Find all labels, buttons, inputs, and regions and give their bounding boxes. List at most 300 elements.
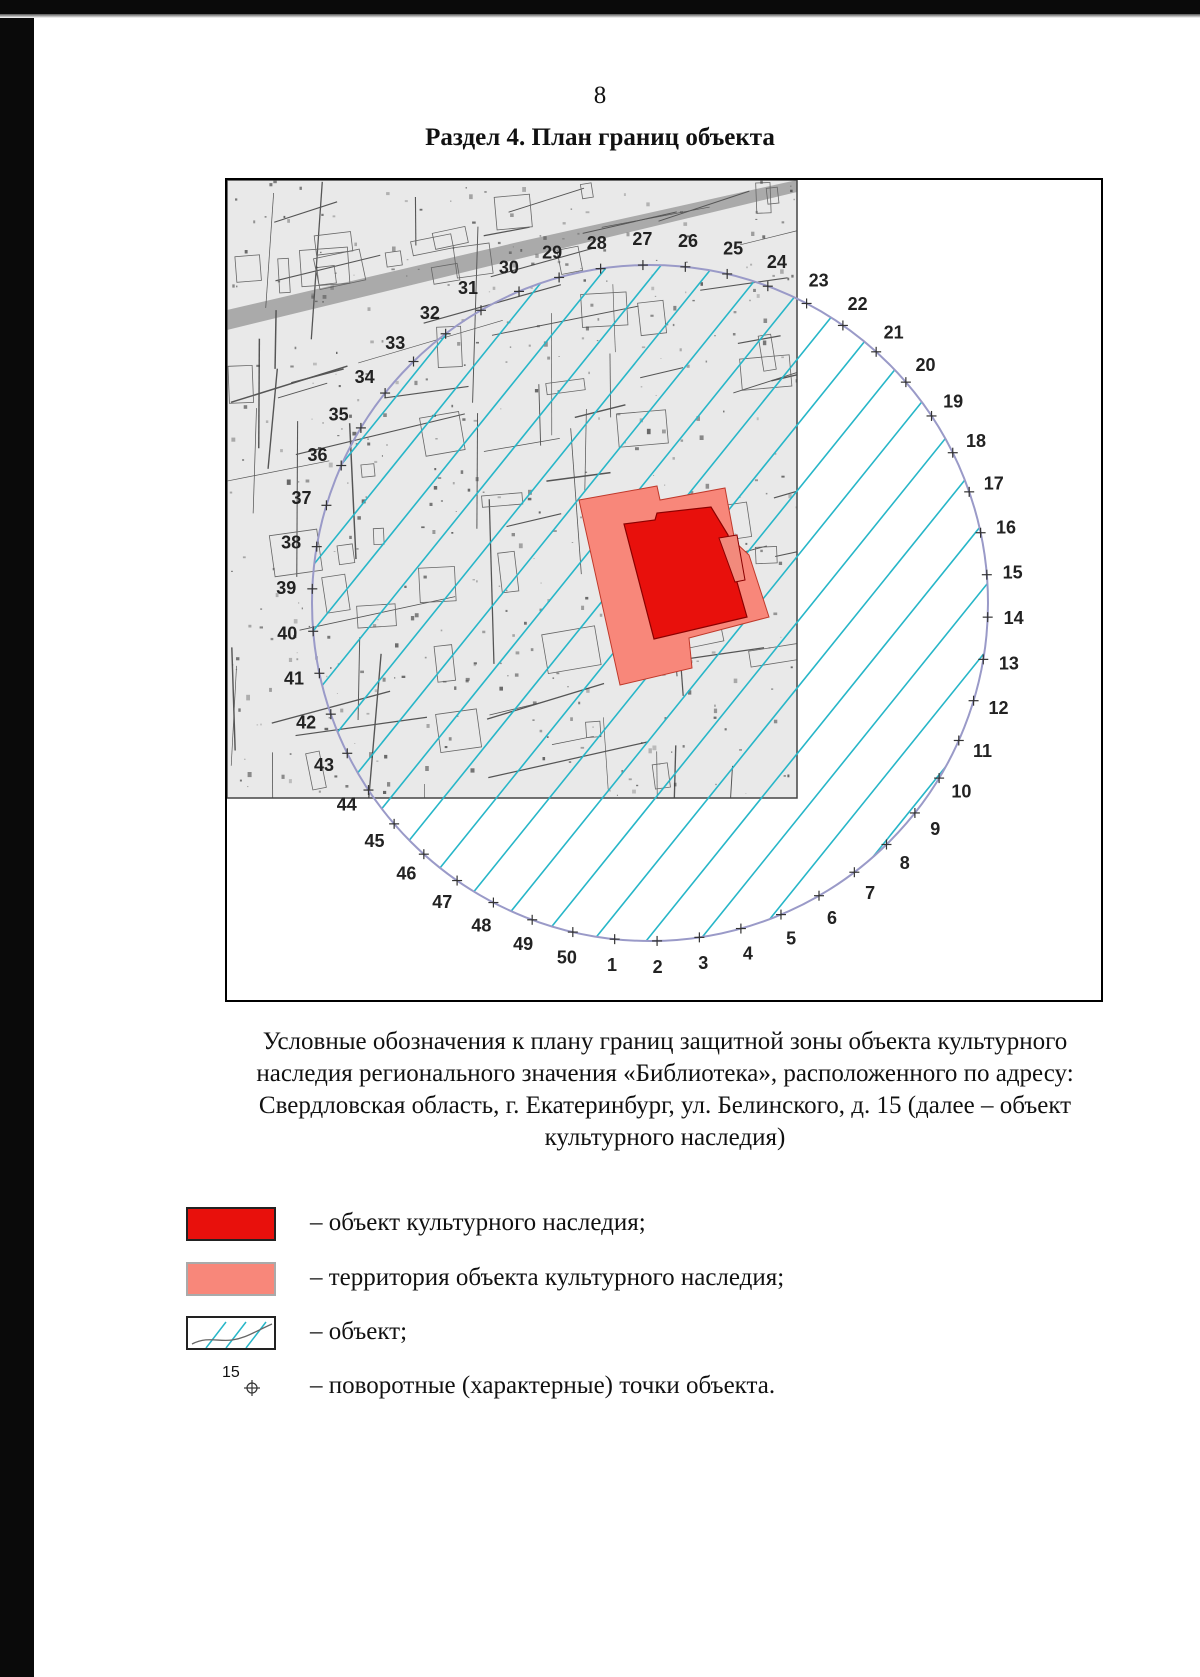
scan-speck [330, 285, 334, 290]
scan-speck [781, 476, 784, 478]
scan-speck [326, 676, 327, 677]
scan-speck [341, 428, 342, 430]
scan-speck [581, 606, 584, 610]
scan-speck [438, 477, 441, 479]
turning-point-label: 24 [766, 251, 787, 272]
scan-speck [635, 447, 639, 450]
scan-speck [405, 200, 408, 202]
turning-point-label: 27 [632, 229, 653, 250]
scan-speck [345, 785, 348, 788]
scan-speck [336, 352, 338, 354]
scan-speck [569, 761, 571, 763]
scan-speck [334, 551, 336, 552]
scan-speck [535, 389, 538, 392]
scan-speck [448, 284, 450, 285]
legend-item-heritage-object [186, 1207, 1086, 1247]
boundary-plan-map [225, 178, 1103, 1002]
scan-speck [537, 325, 540, 327]
scan-speck [757, 294, 760, 298]
scan-speck [319, 791, 321, 793]
scan-speck [780, 637, 781, 638]
scan-speck [664, 485, 665, 486]
scan-speck [476, 477, 479, 481]
scan-speck [462, 418, 465, 421]
scan-speck [386, 192, 390, 195]
scan-speck [659, 764, 660, 765]
scan-speck [755, 219, 757, 220]
scan-speck [764, 319, 768, 324]
scan-speck [287, 219, 290, 223]
turning-point-label: 35 [328, 404, 349, 425]
scan-speck [240, 780, 242, 782]
scan-speck [597, 340, 599, 341]
scan-speck [236, 669, 237, 670]
scan-edge-left [0, 0, 34, 1677]
turning-point [881, 839, 909, 873]
scan-speck [590, 304, 593, 307]
turning-point-label: 5 [786, 928, 797, 949]
scan-speck [340, 709, 343, 713]
scan-speck [629, 778, 632, 780]
scan-speck [712, 651, 716, 653]
scan-speck [646, 202, 649, 206]
scan-speck [674, 783, 677, 787]
scan-speck [246, 695, 250, 701]
scan-speck [265, 216, 267, 218]
legend-item-heritage-territory [186, 1262, 1086, 1302]
scan-speck [367, 713, 370, 715]
turning-point-label: 18 [965, 431, 987, 452]
turning-point-label: 41 [283, 668, 305, 689]
scan-speck [441, 630, 443, 632]
scan-speck [559, 356, 560, 357]
scan-speck [360, 671, 364, 674]
scan-speck [681, 440, 684, 442]
turning-point-label: 34 [354, 366, 375, 387]
scan-speck [357, 516, 361, 520]
scan-speck [432, 530, 435, 534]
scan-speck [435, 438, 437, 440]
scan-speck [337, 435, 339, 436]
turning-point-label: 49 [513, 934, 534, 955]
scan-speck [426, 378, 428, 380]
scan-speck [347, 483, 348, 484]
scan-speck [284, 216, 286, 218]
scan-speck [606, 280, 607, 282]
scan-speck [232, 664, 233, 666]
scan-speck [266, 420, 268, 423]
scan-speck [563, 222, 566, 224]
scan-speck [383, 678, 386, 682]
turning-point [652, 936, 663, 977]
parcel-line [477, 413, 478, 529]
scan-speck [673, 306, 676, 311]
legend-item-turning-point [186, 1364, 1086, 1410]
scan-speck [257, 724, 259, 725]
hatch-line [958, 180, 1103, 1002]
scan-speck [231, 571, 233, 572]
turning-point-label: 48 [471, 915, 492, 936]
scan-speck [683, 745, 685, 748]
scan-speck [642, 346, 645, 348]
scan-speck [498, 242, 501, 244]
scan-speck [520, 249, 522, 252]
scan-speck [248, 772, 252, 777]
caption-line-3: Свердловская область, г. Екатеринбург, ул. Белинского, д. 15 (далее – объект [258, 1092, 1072, 1119]
legend-label: – поворотные (характерные) точки объекта. [310, 1372, 776, 1399]
scan-speck [580, 268, 582, 269]
scan-speck [367, 443, 370, 446]
scan-speck [450, 200, 451, 202]
scan-speck [553, 677, 555, 679]
scan-speck [547, 736, 549, 738]
scan-speck [680, 348, 682, 351]
scan-speck [425, 657, 427, 659]
scan-speck [260, 724, 261, 726]
scan-speck [476, 580, 477, 582]
turning-point-label: 47 [432, 891, 453, 912]
hatch-line [905, 180, 1103, 1002]
scan-speck [757, 417, 759, 420]
scan-speck [253, 220, 255, 223]
scan-speck [383, 791, 386, 794]
turning-point-label: 22 [847, 294, 868, 315]
scan-speck [392, 247, 396, 252]
scan-speck [473, 579, 476, 580]
scan-speck [697, 661, 699, 662]
scan-speck [577, 233, 579, 235]
scan-speck [794, 199, 795, 200]
scan-speck [671, 752, 672, 753]
scan-speck [586, 211, 590, 213]
turning-point-label: 42 [296, 712, 317, 733]
scan-speck [734, 311, 737, 313]
scan-speck [411, 616, 414, 620]
scan-speck [571, 209, 573, 210]
scan-speck [660, 358, 661, 359]
scan-speck [456, 511, 457, 512]
scan-speck [335, 374, 336, 375]
scan-speck [753, 289, 756, 292]
scan-speck [406, 275, 407, 276]
scan-speck [562, 238, 564, 239]
scan-speck [366, 497, 367, 498]
scan-speck [532, 719, 534, 721]
scan-speck [256, 365, 260, 367]
scan-speck [509, 251, 512, 254]
scan-speck [349, 536, 352, 539]
scan-speck [586, 688, 589, 693]
cadastral-basemap [227, 180, 870, 938]
scan-speck [543, 236, 546, 240]
scan-speck [349, 415, 352, 418]
turning-point [364, 819, 399, 851]
scan-speck [452, 248, 454, 249]
scan-speck [238, 708, 240, 711]
scan-speck [449, 737, 452, 740]
scan-speck [773, 613, 777, 616]
scan-speck [370, 341, 374, 344]
scan-speck [586, 327, 589, 331]
legend-point-number: 15 [222, 1364, 240, 1381]
turning-point-label: 40 [277, 623, 298, 644]
scan-speck [529, 345, 531, 347]
scan-speck [745, 793, 746, 794]
scan-speck [506, 590, 507, 591]
scan-speck [476, 342, 479, 344]
scan-speck [540, 730, 543, 733]
turning-point-label: 37 [291, 487, 312, 508]
scan-speck [593, 727, 594, 728]
scan-speck [779, 562, 782, 565]
legend-item-object [186, 1316, 1086, 1356]
scan-speck [760, 550, 763, 552]
scan-speck [787, 278, 789, 281]
scan-speck [322, 301, 323, 303]
turning-point-label: 30 [498, 257, 519, 278]
turning-point-label: 46 [396, 863, 417, 884]
scan-speck [329, 717, 331, 719]
scan-speck [584, 279, 587, 281]
scan-speck [383, 413, 387, 417]
scan-speck [273, 568, 275, 570]
scan-speck [289, 779, 292, 783]
hatch-line [852, 180, 1103, 1002]
scan-speck [329, 463, 333, 468]
turning-point-label: 11 [972, 741, 993, 762]
scan-speck [510, 213, 514, 217]
scan-speck [382, 455, 383, 456]
turning-point-label: 33 [385, 332, 406, 353]
scan-speck [311, 296, 314, 300]
scan-speck [320, 252, 321, 253]
scan-speck [313, 363, 317, 366]
scan-speck [407, 259, 409, 260]
page-number: 8 [593, 82, 607, 109]
turning-point-label: 38 [281, 532, 302, 553]
scan-speck [651, 287, 654, 291]
scan-speck [653, 475, 654, 476]
scan-speck [507, 675, 508, 676]
scan-speck [714, 705, 716, 707]
scan-speck [271, 638, 274, 640]
scan-speck [269, 688, 272, 692]
caption-line-1: Условные обозначения к плану границ защитной зоны объекта культурного [262, 1028, 1068, 1055]
scan-speck [745, 543, 747, 545]
turning-point [910, 808, 940, 839]
scan-speck [420, 209, 423, 211]
scan-speck [386, 445, 388, 446]
scan-speck [466, 680, 469, 683]
scan-speck [325, 728, 329, 730]
scan-speck [781, 357, 784, 359]
scan-speck [790, 186, 791, 187]
scan-speck [539, 511, 541, 513]
scan-speck [512, 634, 515, 637]
scan-speck [756, 211, 758, 214]
scan-speck [610, 790, 611, 791]
scan-speck [415, 613, 419, 617]
turning-point-label: 15 [1002, 562, 1023, 583]
scan-speck [451, 405, 453, 408]
red-fill-swatch [186, 1207, 276, 1241]
scan-speck [498, 496, 501, 498]
scan-speck [739, 749, 742, 751]
scan-speck [454, 686, 456, 690]
scan-speck [453, 482, 455, 484]
scan-speck [771, 689, 773, 690]
scan-speck [588, 372, 590, 374]
scan-speck [430, 503, 433, 506]
scan-speck [572, 542, 574, 543]
scan-speck [474, 662, 477, 664]
scan-speck [414, 381, 417, 385]
scan-speck [763, 341, 766, 346]
scan-speck [787, 775, 789, 778]
turning-point [871, 323, 903, 357]
scan-speck [632, 790, 636, 794]
turning-point-label: 1 [606, 955, 618, 975]
turning-point-label: 21 [883, 322, 904, 343]
hatched-boundary-swatch [186, 1316, 276, 1350]
turning-point [934, 773, 971, 802]
scan-speck [421, 526, 424, 528]
scan-speck [296, 658, 298, 660]
scan-speck [714, 335, 716, 336]
scan-speck [354, 743, 355, 744]
scan-speck [295, 347, 297, 350]
scan-speck [404, 586, 406, 588]
scan-speck [656, 260, 658, 261]
scan-speck [471, 768, 475, 772]
scan-speck [627, 232, 630, 236]
scan-speck [489, 292, 490, 293]
scan-speck [515, 673, 519, 676]
turning-point-label: 6 [826, 908, 838, 929]
turning-point-label: 19 [943, 391, 964, 412]
scan-speck [474, 664, 476, 666]
scan-speck [387, 782, 390, 787]
scan-speck [373, 624, 376, 627]
scan-speck [306, 480, 310, 483]
scan-speck [567, 686, 568, 687]
scan-speck [647, 429, 651, 434]
scan-speck [312, 383, 314, 384]
scan-speck [598, 417, 600, 420]
scan-speck [540, 583, 542, 584]
scan-speck [751, 232, 754, 236]
scan-speck [469, 194, 473, 199]
scan-speck [464, 364, 466, 366]
scan-speck [772, 275, 775, 277]
scan-speck [617, 795, 618, 796]
scan-speck [556, 673, 559, 675]
scan-speck [528, 498, 532, 501]
scan-speck [395, 643, 399, 647]
scan-speck [790, 190, 793, 192]
scan-speck [374, 461, 377, 463]
scan-speck [641, 386, 643, 387]
scan-speck [353, 275, 354, 276]
turning-point-label: 9 [930, 819, 941, 840]
turning-point-label: 26 [677, 231, 699, 251]
scan-speck [376, 761, 378, 762]
scan-speck [244, 759, 245, 760]
legend-caption [195, 1026, 1135, 1154]
scan-speck [483, 492, 485, 494]
turning-point-label: 45 [364, 830, 385, 851]
scan-speck [330, 667, 331, 669]
scan-edge-top [0, 0, 1200, 14]
scan-speck [655, 296, 656, 297]
hatch-line [1064, 180, 1103, 1002]
turning-point-label: 12 [988, 698, 1009, 719]
scan-speck [451, 532, 453, 534]
parcel-line [423, 784, 424, 938]
turning-point-label: 36 [307, 444, 328, 465]
scan-speck [493, 287, 496, 290]
scan-speck [297, 652, 298, 653]
scan-speck [315, 301, 318, 302]
scan-speck [356, 548, 358, 549]
scan-speck [278, 281, 280, 283]
turning-point-label: 7 [865, 882, 876, 903]
scan-speck [582, 337, 584, 339]
turning-point-label: 43 [313, 754, 335, 775]
scan-speck [680, 211, 683, 213]
scan-speck [269, 183, 272, 186]
turning-point-label: 13 [998, 653, 1019, 674]
turning-point [432, 876, 462, 912]
scan-speck [418, 269, 420, 270]
scan-speck [244, 405, 248, 409]
scan-speck [725, 728, 727, 730]
turning-point-label: 32 [419, 303, 440, 324]
scan-speck [585, 472, 587, 473]
scan-speck [309, 626, 310, 627]
scan-speck [673, 324, 675, 326]
scan-speck [424, 576, 427, 579]
scan-speck [746, 267, 747, 269]
scan-speck [236, 657, 239, 660]
section-title: Раздел 4. План границ объекта [425, 124, 775, 151]
scan-speck [652, 746, 656, 751]
scan-speck [662, 430, 666, 434]
turning-point-label: 44 [336, 794, 357, 815]
scan-speck [673, 457, 675, 460]
turning-point [901, 355, 936, 387]
scan-speck [280, 449, 283, 452]
scan-speck [706, 484, 710, 489]
turning-point-label: 4 [742, 943, 753, 964]
scan-speck [232, 284, 234, 287]
scan-speck [755, 479, 758, 481]
hatch-line [746, 180, 1103, 1002]
scan-speck [519, 543, 523, 548]
scan-speck [766, 493, 768, 495]
scan-speck [534, 558, 535, 559]
scan-speck [598, 318, 600, 321]
scan-speck [600, 614, 603, 617]
scan-speck [723, 411, 725, 413]
scan-speck [580, 517, 582, 519]
turning-point-label: 28 [586, 232, 607, 253]
legend-label: – объект; [310, 1318, 408, 1345]
scan-speck [650, 315, 653, 317]
scan-speck [617, 413, 620, 415]
parcel-line [259, 339, 260, 449]
legend-label: – территория объекта культурного наследия; [310, 1264, 785, 1291]
